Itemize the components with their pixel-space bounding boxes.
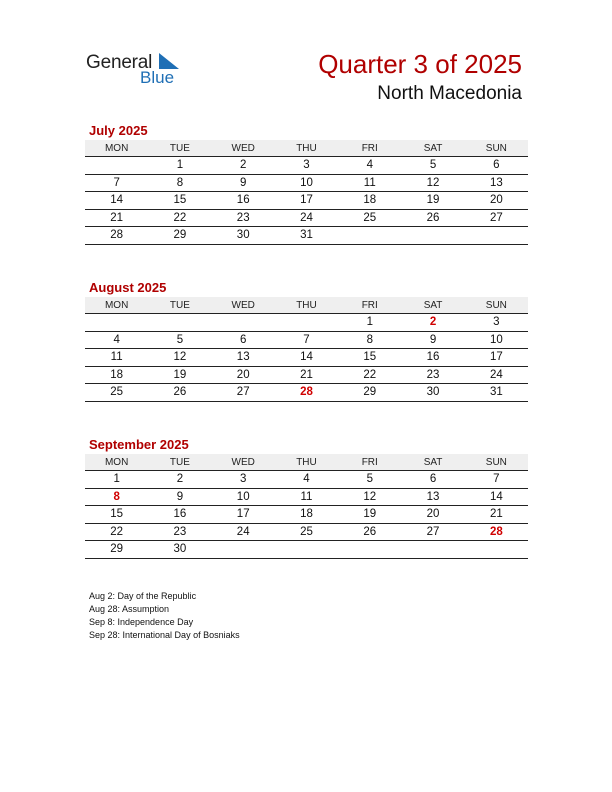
logo-blue-text: Blue	[140, 68, 175, 87]
week-row	[85, 523, 528, 541]
month-block	[85, 279, 528, 402]
month-block	[85, 122, 528, 245]
day-cell: 11	[275, 488, 338, 506]
empty-day-cell	[275, 314, 338, 332]
day-cell: 5	[338, 471, 401, 489]
day-cell: 30	[212, 227, 275, 245]
empty-day-cell	[212, 541, 275, 559]
day-cell: 28	[275, 384, 338, 402]
weekday-header: SUN	[465, 297, 528, 314]
day-cell: 15	[148, 192, 211, 210]
day-cell: 18	[85, 366, 148, 384]
weekday-header: TUE	[148, 140, 211, 157]
weekday-header: SUN	[465, 140, 528, 157]
weekday-header: THU	[275, 297, 338, 314]
day-cell: 14	[85, 192, 148, 210]
weekday-header: MON	[85, 454, 148, 471]
day-cell: 7	[465, 471, 528, 489]
day-cell: 4	[85, 331, 148, 349]
holiday-note: Aug 2: Day of the Republic	[89, 591, 197, 601]
day-cell: 16	[401, 349, 464, 367]
day-cell: 14	[275, 349, 338, 367]
holiday-note: Sep 8: Independence Day	[89, 617, 194, 627]
month-block	[85, 436, 528, 559]
day-cell: 5	[401, 157, 464, 175]
day-cell: 7	[85, 174, 148, 192]
empty-day-cell	[401, 541, 464, 559]
day-cell: 9	[401, 331, 464, 349]
day-cell: 28	[465, 523, 528, 541]
day-cell: 8	[148, 174, 211, 192]
day-cell: 9	[148, 488, 211, 506]
day-cell: 25	[275, 523, 338, 541]
empty-day-cell	[148, 314, 211, 332]
logo-triangle-icon	[159, 53, 179, 69]
day-cell: 15	[338, 349, 401, 367]
weekday-header: MON	[85, 140, 148, 157]
month-title: July 2025	[89, 123, 148, 138]
day-cell: 17	[465, 349, 528, 367]
week-row	[85, 209, 528, 227]
day-cell: 21	[275, 366, 338, 384]
week-row	[85, 227, 528, 245]
day-cell: 26	[148, 384, 211, 402]
day-cell: 31	[275, 227, 338, 245]
day-cell: 6	[401, 471, 464, 489]
generalblue-logo	[86, 52, 186, 88]
week-row	[85, 331, 528, 349]
day-cell: 10	[465, 331, 528, 349]
day-cell: 22	[148, 209, 211, 227]
holiday-notes	[89, 590, 240, 642]
empty-day-cell	[465, 227, 528, 245]
day-cell: 21	[465, 506, 528, 524]
week-row	[85, 471, 528, 489]
day-cell: 2	[148, 471, 211, 489]
holiday-note: Sep 28: International Day of Bosniaks	[89, 630, 240, 640]
week-row	[85, 157, 528, 175]
empty-day-cell	[401, 227, 464, 245]
day-cell: 3	[465, 314, 528, 332]
day-cell: 3	[212, 471, 275, 489]
holiday-note: Aug 28: Assumption	[89, 604, 170, 614]
weekday-header: THU	[275, 454, 338, 471]
day-cell: 13	[401, 488, 464, 506]
day-cell: 14	[465, 488, 528, 506]
week-row	[85, 366, 528, 384]
day-cell: 12	[338, 488, 401, 506]
country-name: North Macedonia	[377, 83, 522, 104]
weekday-header: WED	[212, 297, 275, 314]
day-cell: 7	[275, 331, 338, 349]
empty-day-cell	[85, 314, 148, 332]
day-cell: 25	[85, 384, 148, 402]
day-cell: 24	[275, 209, 338, 227]
day-cell: 1	[338, 314, 401, 332]
weekday-header: MON	[85, 297, 148, 314]
day-cell: 18	[275, 506, 338, 524]
week-row	[85, 192, 528, 210]
calendar-table	[85, 454, 528, 559]
day-cell: 29	[338, 384, 401, 402]
day-cell: 12	[401, 174, 464, 192]
month-title: September 2025	[89, 437, 189, 452]
weekday-header: TUE	[148, 297, 211, 314]
weekday-header: WED	[212, 454, 275, 471]
day-cell: 10	[275, 174, 338, 192]
week-row	[85, 314, 528, 332]
weekday-header: SAT	[401, 140, 464, 157]
day-cell: 19	[148, 366, 211, 384]
day-cell: 17	[275, 192, 338, 210]
day-cell: 5	[148, 331, 211, 349]
week-row	[85, 506, 528, 524]
day-cell: 31	[465, 384, 528, 402]
week-row	[85, 349, 528, 367]
day-cell: 17	[212, 506, 275, 524]
empty-day-cell	[338, 227, 401, 245]
week-row	[85, 488, 528, 506]
weekday-header-row	[85, 140, 528, 157]
day-cell: 16	[212, 192, 275, 210]
empty-day-cell	[212, 314, 275, 332]
day-cell: 24	[465, 366, 528, 384]
weekday-header: WED	[212, 140, 275, 157]
weekday-header: FRI	[338, 454, 401, 471]
day-cell: 12	[148, 349, 211, 367]
page-title: Quarter 3 of 2025	[318, 49, 522, 79]
day-cell: 4	[338, 157, 401, 175]
month-title: August 2025	[89, 280, 167, 295]
day-cell: 8	[85, 488, 148, 506]
day-cell: 23	[212, 209, 275, 227]
weekday-header: THU	[275, 140, 338, 157]
week-row	[85, 174, 528, 192]
day-cell: 11	[85, 349, 148, 367]
day-cell: 22	[338, 366, 401, 384]
day-cell: 24	[212, 523, 275, 541]
day-cell: 20	[401, 506, 464, 524]
empty-day-cell	[85, 157, 148, 175]
weekday-header-row	[85, 297, 528, 314]
day-cell: 23	[148, 523, 211, 541]
day-cell: 18	[338, 192, 401, 210]
day-cell: 22	[85, 523, 148, 541]
day-cell: 27	[465, 209, 528, 227]
day-cell: 20	[212, 366, 275, 384]
day-cell: 19	[401, 192, 464, 210]
day-cell: 13	[212, 349, 275, 367]
day-cell: 15	[85, 506, 148, 524]
day-cell: 30	[401, 384, 464, 402]
calendar-table	[85, 140, 528, 245]
day-cell: 1	[85, 471, 148, 489]
day-cell: 26	[401, 209, 464, 227]
logo-general-text: General	[86, 52, 153, 73]
day-cell: 10	[212, 488, 275, 506]
weekday-header: SAT	[401, 454, 464, 471]
weekday-header: FRI	[338, 140, 401, 157]
day-cell: 25	[338, 209, 401, 227]
day-cell: 29	[148, 227, 211, 245]
empty-day-cell	[338, 541, 401, 559]
weekday-header: FRI	[338, 297, 401, 314]
day-cell: 6	[465, 157, 528, 175]
day-cell: 30	[148, 541, 211, 559]
calendar-table	[85, 297, 528, 402]
day-cell: 20	[465, 192, 528, 210]
weekday-header: SAT	[401, 297, 464, 314]
day-cell: 27	[401, 523, 464, 541]
day-cell: 26	[338, 523, 401, 541]
empty-day-cell	[465, 541, 528, 559]
weekday-header: TUE	[148, 454, 211, 471]
day-cell: 2	[401, 314, 464, 332]
day-cell: 29	[85, 541, 148, 559]
day-cell: 4	[275, 471, 338, 489]
day-cell: 13	[465, 174, 528, 192]
day-cell: 28	[85, 227, 148, 245]
day-cell: 23	[401, 366, 464, 384]
week-row	[85, 384, 528, 402]
day-cell: 8	[338, 331, 401, 349]
day-cell: 3	[275, 157, 338, 175]
day-cell: 27	[212, 384, 275, 402]
day-cell: 16	[148, 506, 211, 524]
day-cell: 2	[212, 157, 275, 175]
empty-day-cell	[275, 541, 338, 559]
day-cell: 11	[338, 174, 401, 192]
week-row	[85, 541, 528, 559]
weekday-header-row	[85, 454, 528, 471]
day-cell: 19	[338, 506, 401, 524]
day-cell: 9	[212, 174, 275, 192]
day-cell: 1	[148, 157, 211, 175]
day-cell: 21	[85, 209, 148, 227]
weekday-header: SUN	[465, 454, 528, 471]
day-cell: 6	[212, 331, 275, 349]
